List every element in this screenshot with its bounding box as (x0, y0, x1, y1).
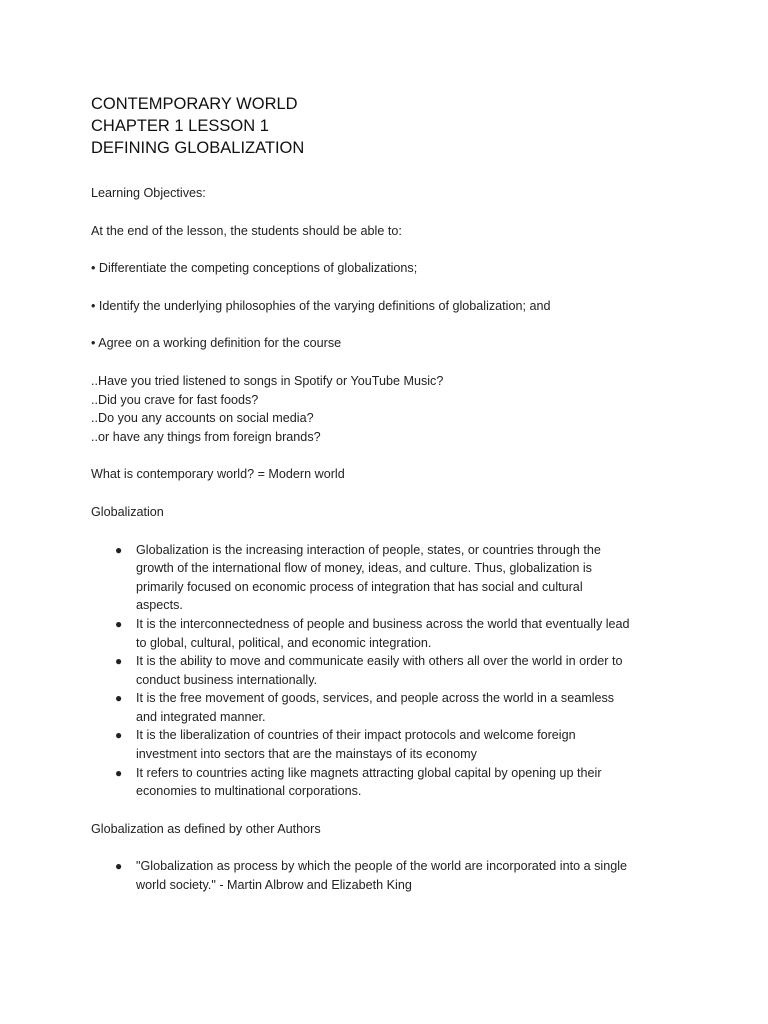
bullet-line: aspects. (136, 598, 183, 613)
document-page (91, 93, 691, 895)
question-line: ..Did you crave for fast foods? (91, 392, 259, 407)
objectives-intro: At the end of the lesson, the students should be able to: (91, 223, 402, 238)
bullet-line: to global, cultural, political, and economic integration. (136, 635, 432, 650)
bullet-line: investment into sectors that are the mainstays of its economy (136, 747, 477, 762)
title-line: CHAPTER 1 LESSON 1 (91, 117, 269, 135)
learning-objectives-heading: Learning Objectives: (91, 186, 206, 200)
globalization-bullet (91, 764, 691, 801)
question-line: ..Have you tried listened to songs in Spotify or YouTube Music? (91, 373, 444, 388)
author-bullet-list (91, 857, 691, 894)
bullet-line: It is the liberalization of countries of their impact protocols and welcome foreign (136, 728, 576, 743)
objective-item: • Differentiate the competing conceptions of globalizations; (91, 261, 418, 276)
bullet-line: It is the interconnectedness of people and business across the world that eventually lead (136, 616, 630, 631)
globalization-bullet (91, 541, 691, 615)
bullet-dot-icon: ● (115, 765, 123, 780)
globalization-bullet (91, 726, 691, 763)
author-bullet (91, 857, 691, 894)
objective-item: • Identify the underlying philosophies of the varying definitions of globalization; and (91, 298, 551, 313)
bullet-dot-icon: ● (115, 654, 123, 669)
question-list (91, 372, 691, 446)
globalization-bullet (91, 652, 691, 689)
bullet-line: conduct business internationally. (136, 672, 318, 687)
authors-heading: Globalization as defined by other Authors (91, 821, 321, 836)
bullet-line: "Globalization as process by which the people of the world are incorporated into a single (136, 859, 628, 874)
bullet-line: It is the ability to move and communicate easily with others all over the world in order to (136, 654, 623, 669)
bullet-dot-icon: ● (115, 859, 123, 874)
bullet-line: economies to multinational corporations. (136, 784, 362, 799)
objective-item: • Agree on a working definition for the course (91, 336, 342, 351)
title-line: DEFINING GLOBALIZATION (91, 139, 305, 157)
bullet-line: growth of the international flow of money, ideas, and culture. Thus, globalization is (136, 561, 592, 576)
globalization-bullet (91, 615, 691, 652)
bullet-dot-icon: ● (115, 728, 123, 743)
question-line: ..or have any things from foreign brands? (91, 429, 321, 444)
globalization-bullet-list (91, 541, 691, 801)
bullet-dot-icon: ● (115, 691, 123, 706)
bullet-line: Globalization is the increasing interaction of people, states, or countries through the (136, 542, 601, 557)
document-title (91, 93, 691, 159)
bullet-line: and integrated manner. (136, 709, 266, 724)
bullet-dot-icon: ● (115, 542, 123, 557)
title-line: CONTEMPORARY WORLD (91, 95, 298, 113)
globalization-bullet (91, 689, 691, 726)
bullet-dot-icon: ● (115, 616, 123, 631)
question-line: ..Do you any accounts on social media? (91, 411, 314, 426)
bullet-line: It refers to countries acting like magnets attracting global capital by opening up their (136, 765, 602, 780)
bullet-line: world society." - Martin Albrow and Elizabeth King (136, 878, 412, 893)
bullet-line: primarily focused on economic process of integration that has social and cultural (136, 579, 583, 594)
contemporary-question: What is contemporary world? = Modern world (91, 467, 345, 482)
bullet-line: It is the free movement of goods, services, and people across the world in a seamless (136, 691, 615, 706)
globalization-heading: Globalization (91, 504, 164, 519)
